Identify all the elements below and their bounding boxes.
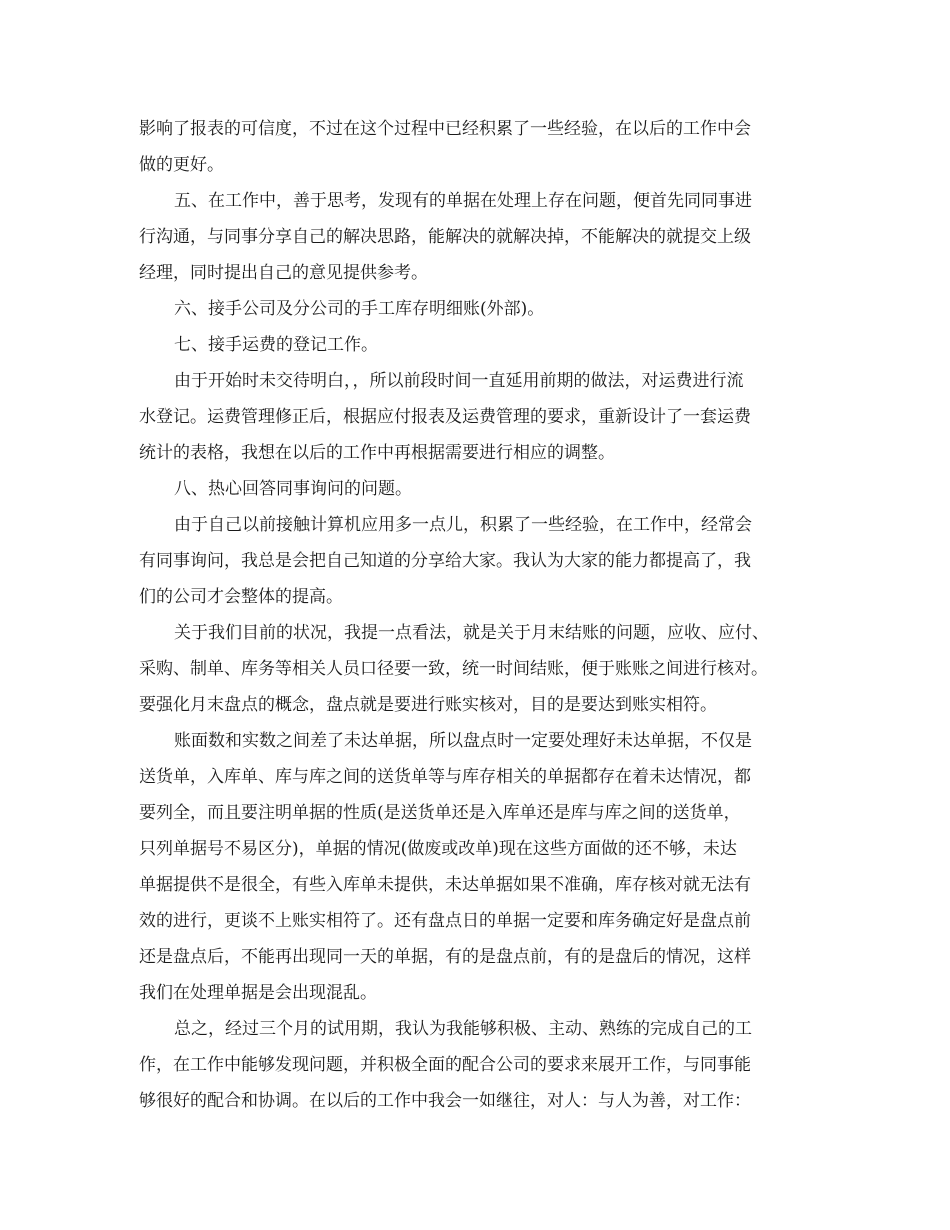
text-line: 五、在工作中，善于思考，发现有的单据在处理上存在问题，便首先同同事进 — [174, 191, 752, 211]
text-line: 做的更好。 — [139, 155, 224, 175]
text-line: 送货单，入库单、库与库之间的送货单等与库存相关的单据都存在着未达情况，都 — [139, 767, 751, 787]
text-line: 还是盘点后，不能再出现同一天的单据，有的是盘点前，有的是盘后的情况，这样 — [139, 947, 751, 967]
text-line: 只列单据号不易区分)，单据的情况(做废或改单)现在这些方面做的还不够，未达 — [139, 839, 737, 859]
text-line: 我们在处理单据是会出现混乱。 — [139, 983, 377, 1003]
text-line: 账面数和实数之间差了未达单据，所以盘点时一定要处理好未达单据，不仅是 — [174, 731, 752, 751]
text-line: 水登记。运费管理修正后，根据应付报表及运费管理的要求，重新设计了一套运费 — [139, 407, 751, 427]
text-line: 行沟通，与同事分享自己的解决思路，能解决的就解决掉，不能解决的就提交上级 — [139, 227, 751, 247]
text-line: 统计的表格，我想在以后的工作中再根据需要进行相应的调整。 — [139, 443, 615, 463]
text-line: 经理，同时提出自己的意见提供参考。 — [139, 263, 428, 283]
text-line: 总之，经过三个月的试用期，我认为我能够积极、主动、熟练的完成自己的工 — [174, 1019, 752, 1039]
text-line: 关于我们目前的状况，我提一点看法，就是关于月末结账的问题，应收、应付、 — [174, 623, 769, 643]
text-line: 单据提供不是很全，有些入库单未提供，未达单据如果不准确，库存核对就无法有 — [139, 875, 751, 895]
text-line: 由于开始时未交待明白，，所以前段时间一直延用前期的做法，对运费进行流 — [174, 371, 744, 391]
text-line: 够很好的配合和协调。在以后的工作中我会一如继往，对人：与人为善，对工作： — [139, 1091, 751, 1111]
text-line: 要强化月末盘点的概念，盘点就是要进行账实核对，目的是要达到账实相符。 — [139, 695, 717, 715]
text-line: 由于自己以前接触计算机应用多一点儿，积累了一些经验，在工作中，经常会 — [174, 515, 752, 535]
text-line: 影响了报表的可信度，不过在这个过程中已经积累了一些经验，在以后的工作中会 — [139, 119, 751, 139]
text-line: 作，在工作中能够发现问题，并积极全面的配合公司的要求来展开工作，与同事能 — [139, 1055, 751, 1075]
text-line: 七、接手运费的登记工作。 — [174, 335, 378, 355]
text-line: 采购、制单、库务等相关人员口径要一致，统一时间结账，便于账账之间进行核对。 — [139, 659, 768, 679]
text-line: 八、热心回答同事询问的问题。 — [174, 479, 412, 499]
text-line: 六、接手公司及分公司的手工库存明细账(外部)。 — [174, 299, 545, 319]
text-line: 要列全，而且要注明单据的性质(是送货单还是入库单还是库与库之间的送货单， — [139, 803, 741, 823]
text-line: 们的公司才会整体的提高。 — [139, 587, 343, 607]
text-line: 有同事询问，我总是会把自己知道的分享给大家。我认为大家的能力都提高了，我 — [139, 551, 751, 571]
text-line: 效的进行，更谈不上账实相符了。还有盘点日的单据一定要和库务确定好是盘点前 — [139, 911, 751, 931]
